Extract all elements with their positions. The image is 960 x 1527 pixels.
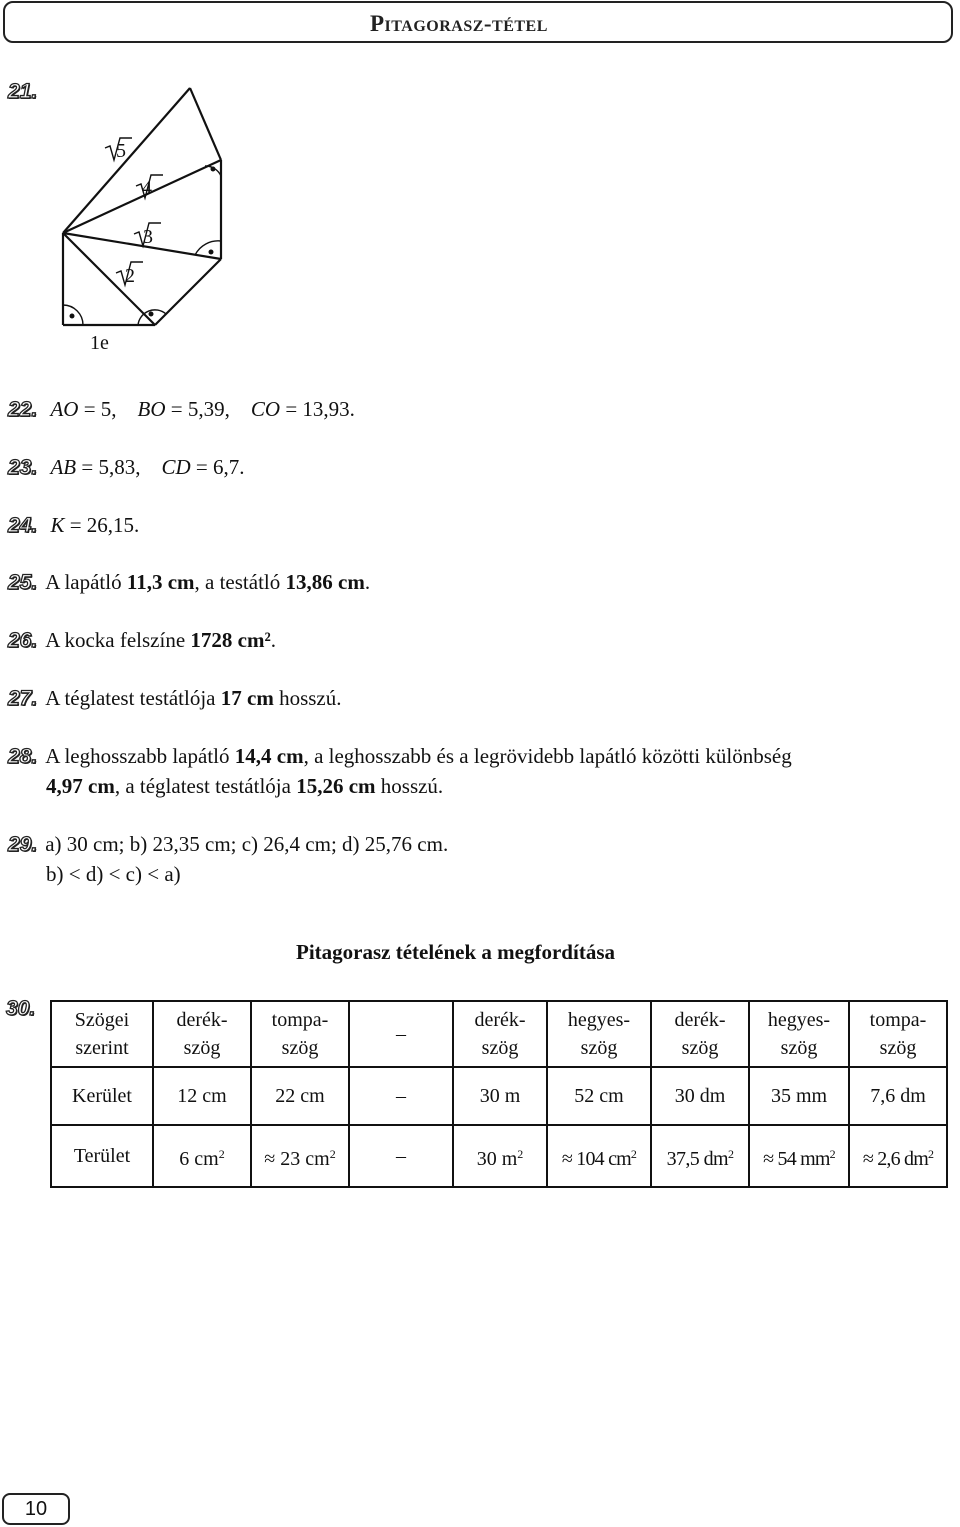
area-row: [51, 1125, 947, 1187]
problem-number-21: 21.: [8, 80, 38, 103]
table-cell: Kerület: [51, 1067, 153, 1125]
table-cell: 35 mm: [749, 1067, 849, 1125]
page-number: 10: [2, 1493, 70, 1525]
header-cell: derék- szög: [651, 1001, 749, 1067]
table-cell: ≈ 2,6 $dm^2$: [849, 1125, 947, 1187]
sqrt3-label: 3: [143, 226, 153, 248]
answer-26: 26. A kocka felszíne 1728 cm².: [8, 628, 277, 652]
table-cell: ≈ 104 $cm^2$: [547, 1125, 651, 1187]
header-cell: hegyes- szög: [547, 1001, 651, 1067]
problem-number-23: 23.: [8, 456, 38, 479]
answer-23: 23. AB = 5,83, CD = 6,7.: [8, 455, 245, 479]
answer-22: 22. AO = 5, BO = 5,39, CO = 13,93.: [8, 397, 355, 421]
table-cell: Terület: [51, 1125, 153, 1187]
header-box: [3, 1, 953, 43]
header-cell: –: [349, 1001, 453, 1067]
table-cell: 52 cm: [547, 1067, 651, 1125]
answer-29-line1: 29. a) 30 cm; b) 23,35 cm; c) 26,4 cm; d) 25,76 cm.: [8, 832, 449, 856]
problem-number-29: 29.: [8, 833, 38, 856]
answer-27: 27. A téglatest testátlója 17 cm hosszú.: [8, 686, 342, 710]
table-cell: 30 $m^2$: [453, 1125, 547, 1187]
table-cell: –: [349, 1125, 453, 1187]
unit-label: 1e: [90, 332, 109, 354]
problem-number-27: 27.: [8, 687, 38, 710]
problem-number-24: 24.: [8, 514, 38, 537]
header-cell: hegyes- szög: [749, 1001, 849, 1067]
header-cell: tompa- szög: [849, 1001, 947, 1067]
table-cell: ≈ 23 $cm^2$: [251, 1125, 349, 1187]
problem-number-25: 25.: [8, 571, 38, 594]
table-cell: 37,5 $dm^2$: [651, 1125, 749, 1187]
answer-28-line2: 4,97 cm, a téglatest testátlója 15,26 cm hosszú.: [46, 774, 444, 798]
table-cell: 7,6 dm: [849, 1067, 947, 1125]
header-cell: derék- szög: [453, 1001, 547, 1067]
table-cell: ≈ 54 $mm^2$: [749, 1125, 849, 1187]
table-cell: 6 $cm^2$: [153, 1125, 251, 1187]
table-cell: 30 dm: [651, 1067, 749, 1125]
angle-row: [51, 1001, 947, 1067]
perimeter-row: [51, 1067, 947, 1125]
sqrt4-label: 4: [142, 177, 152, 199]
table-cell: –: [349, 1067, 453, 1125]
answer-25: 25. A lapátló 11,3 cm, a testátló 13,86 cm.: [8, 570, 371, 594]
square-root-spiral-diagram: [40, 82, 240, 362]
header-cell: Szögei szerint: [51, 1001, 153, 1067]
problem-number-28: 28.: [8, 745, 38, 768]
header-cell: tompa- szög: [251, 1001, 349, 1067]
problem-number-22: 22.: [8, 398, 38, 421]
problem-number-30: 30.: [6, 997, 36, 1020]
table-cell: 12 cm: [153, 1067, 251, 1125]
page-title: Pitagorasz-tétel: [370, 11, 548, 36]
section-title: Pitagorasz tételének a megfordítása: [296, 940, 615, 964]
triangle-table: [50, 1000, 948, 1188]
problem-number-26: 26.: [8, 629, 38, 652]
table-cell: 30 m: [453, 1067, 547, 1125]
table-cell: 22 cm: [251, 1067, 349, 1125]
answer-29-line2: b) < d) < c) < a): [46, 862, 181, 886]
answer-28-line1: 28. A leghosszabb lapátló 14,4 cm, a leghosszabb és a legrövidebb lapátló közötti különbség: [8, 744, 792, 768]
sqrt2-label: 2: [125, 265, 135, 287]
sqrt5-label: 5: [116, 140, 126, 162]
answer-24: 24. K = 26,15.: [8, 513, 140, 537]
header-cell: derék- szög: [153, 1001, 251, 1067]
